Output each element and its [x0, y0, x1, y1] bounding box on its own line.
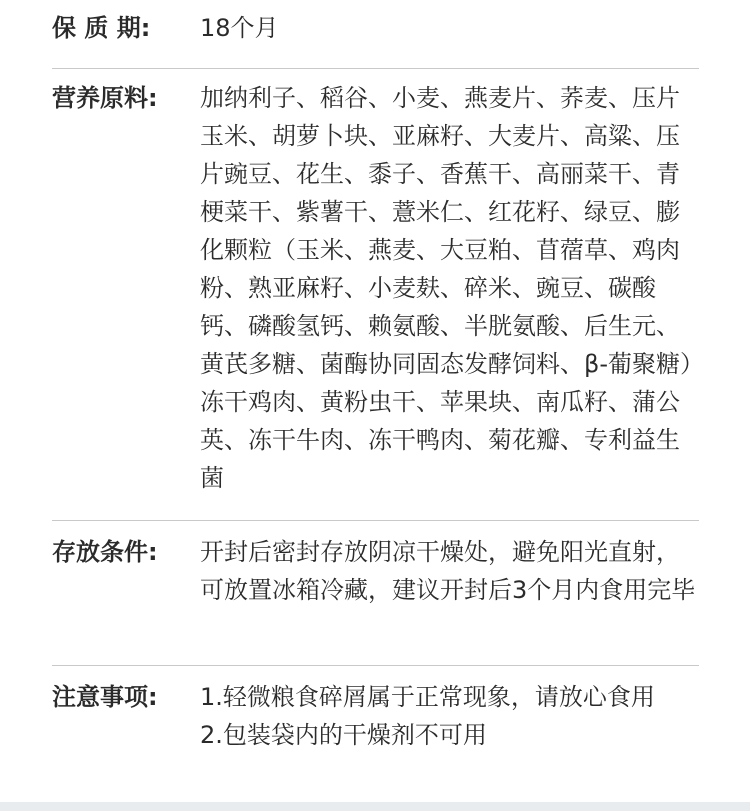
- note-item: 1.轻微粮食碎屑属于正常现象，请放心食用: [200, 683, 655, 711]
- ingredients-row: [52, 79, 702, 497]
- shelf-life-row: [52, 9, 702, 47]
- bottom-band: [0, 802, 750, 811]
- ingredients-label: 营养原料:: [52, 84, 158, 112]
- storage-value: 开封后密封存放阴凉干燥处，避免阳光直射，可放置冰箱冷藏，建议开封后3个月内食用完毕: [200, 538, 696, 604]
- divider: [52, 68, 699, 69]
- storage-label: 存放条件:: [52, 538, 158, 566]
- note-item: 2.包装袋内的干燥剂不可用: [200, 721, 487, 749]
- notes-list: [200, 678, 702, 754]
- ingredients-value: 加纳利子、稻谷、小麦、燕麦片、荞麦、压片玉米、胡萝卜块、亚麻籽、大麦片、高粱、压片豌豆、花生、黍子、香蕉干、高丽菜干、青梗菜干、紫薯干、薏米仁、红花籽、绿豆、膨化颗粒（玉米、燕麦、大豆粕、苜蓿草、鸡肉粉、熟亚麻籽、小麦麸、碎米、豌豆、碳酸钙、磷酸氢钙、赖氨酸、半胱氨酸、后生元、黄芪多糖、菌酶协同固态发酵饲料、β-葡聚糖）冻干鸡肉、黄粉虫干、苹果块、南瓜籽、蒲公英、冻干牛肉、冻干鸭肉、菊花瓣、专利益生菌: [200, 84, 692, 492]
- storage-row: [52, 533, 702, 647]
- shelf-life-value: 18个月: [200, 14, 279, 42]
- divider: [52, 665, 699, 666]
- divider: [52, 520, 699, 521]
- notes-label: 注意事项:: [52, 683, 158, 711]
- notes-row: [52, 678, 702, 754]
- shelf-life-label: 保 质 期:: [52, 14, 151, 42]
